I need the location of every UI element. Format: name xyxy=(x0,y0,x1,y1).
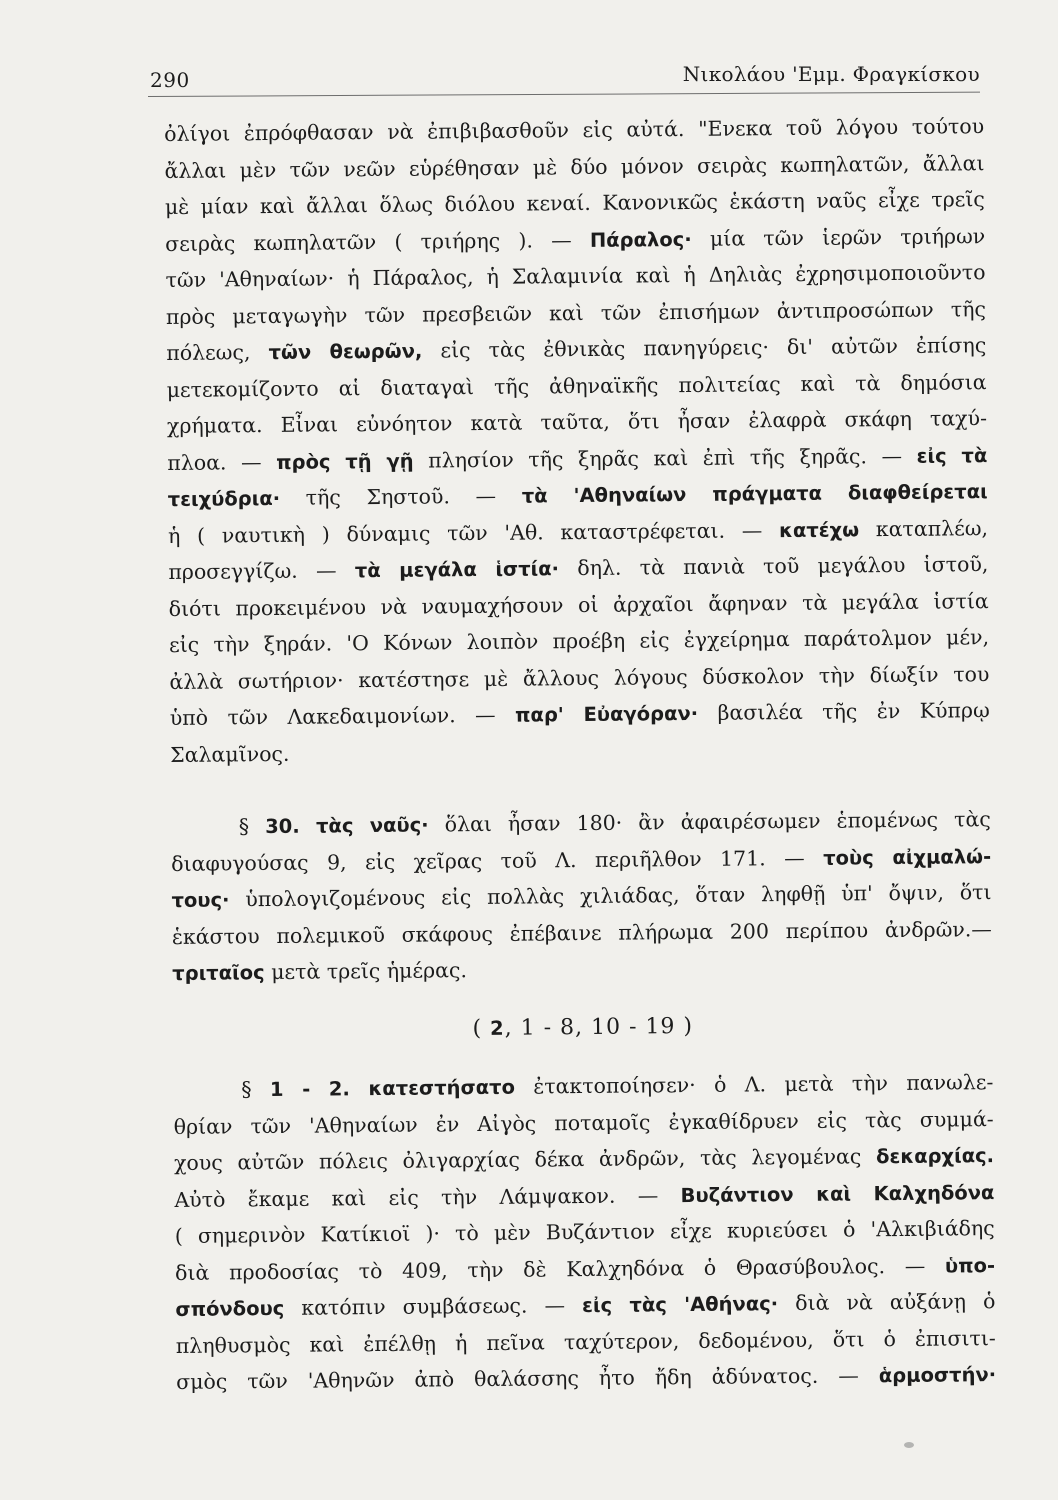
text-line: ἡ ( ναυτικὴ ) δύναμις τῶν 'Αθ. καταστρέφεται. — κατέχω καταπλέω, xyxy=(167,515,989,548)
text-line: ἄλλαι μὲν τῶν νεῶν εὑρέθησαν μὲ δύο μόνον σειρὰς κωπηλατῶν, ἄλλαι xyxy=(164,150,985,183)
text-line: § 1 - 2. κατεστήσατο ἐτακτοποίησεν· ὁ Λ. μετὰ τὴν πανωλε- xyxy=(241,1070,994,1102)
lemma: 1 - 2. κατεστήσατο xyxy=(269,1075,516,1102)
lemma: τοὺς αἰχμαλώ- xyxy=(823,844,992,870)
lemma: 30. τὰς ναῦς· xyxy=(265,813,429,839)
text-line: τους· ὑπολογιζομένους εἰς πολλὰς χιλιάδας, ὅταν ληφθῇ ὑπ' ὄψιν, ὅτι xyxy=(171,880,992,912)
text-line: ἀλλὰ σωτήριον· κατέστησε μὲ ἄλλους λόγους δύσκολον τὴν δίωξίν του xyxy=(169,661,990,694)
text-line: σμὸς τῶν 'Αθηνῶν ἀπὸ θαλάσσης ἦτο ἤδη ἀδύνατος. — ἁρμοστήν· xyxy=(176,1363,997,1394)
lemma: Πάραλος· xyxy=(589,227,692,252)
text-line: προσεγγίζω. — τὰ μεγάλα ἱστία· δηλ. τὰ πανιὰ τοῦ μεγάλου ἱστοῦ, xyxy=(168,552,989,584)
text-line: μὲ μίαν καὶ ἄλλαι ὅλως διόλου κεναί. Κανονικῶς ἑκάστη ναῦς εἶχε τρεῖς xyxy=(164,187,985,219)
text-line: ἑκάστου πολεμικοῦ σκάφους ἐπέβαινε πλήρωμα 200 περίπου ἀνδρῶν.— xyxy=(171,916,992,949)
text-line: πόλεως, τῶν θεωρῶν, εἰς τὰς ἐθνικὰς πανηγύρεις· δι' αὐτῶν ἐπίσης xyxy=(166,333,987,365)
commentary-text xyxy=(164,108,996,1400)
lemma: εἰς τὰ xyxy=(916,443,988,468)
text-line: ὀλίγοι ἐπρόφθασαν νὰ ἐπιβιβασθοῦν εἰς αὐτά. "Ενεκα τοῦ λόγου τούτου xyxy=(164,114,985,146)
text-line: σπόνδους κατόπιν συμβάσεως. — εἰς τὰς 'Αθήνας· διὰ νὰ αὐξάνῃ ὁ xyxy=(175,1289,996,1321)
running-head: Νικολάου 'Εμμ. Φραγκίσκου xyxy=(682,62,980,86)
lemma: ἁρμοστήν· xyxy=(878,1363,997,1388)
text-line: τῶν 'Αθηναίων· ἡ Πάραλος, ἡ Σαλαμινία καὶ ἡ Δηλιὰς ἐχρησιμοποιοῦντο xyxy=(165,260,986,292)
text-line: τριταῖος μετὰ τρεῖς ἡμέρας. xyxy=(172,958,468,985)
lemma: δεκαρχίας. xyxy=(875,1144,995,1169)
text-line: πρὸς μεταγωγὴν τῶν πρεσβειῶν καὶ τῶν ἐπισήμων ἀντιπροσώπων τῆς xyxy=(165,296,987,329)
text-line: Αὐτὸ ἔκαμε καὶ εἰς τὴν Λάμψακον. — Βυζάντιον καὶ Καλχηδόνα xyxy=(174,1180,995,1212)
lemma: Βυζάντιον καὶ Καλχηδόνα xyxy=(680,1180,995,1207)
text-line: Σαλαμῖνος. xyxy=(170,741,290,767)
lemma: σπόνδους xyxy=(175,1296,285,1321)
lemma: τριταῖος xyxy=(172,961,265,985)
section-heading: ( 2, 1 - 8, 10 - 19 ) xyxy=(472,1013,694,1041)
lemma: κατέχω xyxy=(778,517,860,542)
text-line: θρίαν τῶν 'Αθηναίων ἐν Αἰγὸς ποταμοῖς ἐγκαθίδρυεν εἰς τὰς συμμά- xyxy=(173,1106,994,1139)
page-number: 290 xyxy=(150,68,190,92)
lemma: ὑπο- xyxy=(944,1253,996,1278)
text-line: μετεκομίζοντο αἱ διαταγαὶ τῆς ἀθηναϊκῆς πολιτείας καὶ τὰ δημόσια xyxy=(166,369,987,402)
text-line: σειρὰς κωπηλατῶν ( τριήρης ). — Πάραλος· μία τῶν ἱερῶν τριήρων xyxy=(165,223,986,256)
lemma: πρὸς τῇ γῇ xyxy=(276,449,414,474)
text-line: χους αὐτῶν πόλεις ὀλιγαρχίας δέκα ἀνδρῶν, τὰς λεγομένας δεκαρχίας. xyxy=(173,1144,995,1175)
text-line: πληθυσμὸς καὶ ἐπέλθῃ ἡ πεῖνα ταχύτερον, δεδομένου, ὅτι ὁ ἐπισιτι- xyxy=(175,1325,996,1358)
page-header xyxy=(150,54,980,94)
text-line: τειχύδρια· τῆς Σηστοῦ. — τὰ 'Αθηναίων πράγματα διαφθείρεται xyxy=(167,480,988,511)
lemma: τῶν θεωρῶν, xyxy=(268,339,423,365)
lemma: τὰ 'Αθηναίων πράγματα διαφθείρεται xyxy=(521,480,988,508)
text-line: διότι προκειμένου νὰ ναυμαχήσουν οἱ ἀρχαῖοι ἄφηναν τὰ μεγάλα ἱστία xyxy=(168,588,989,621)
text-line: ( σημερινὸν Κατίκιοϊ )· τὸ μὲν Βυζάντιον εἶχε κυριεύσει ὁ 'Αλκιβιάδης xyxy=(174,1216,995,1248)
text-line: διὰ προδοσίας τὸ 409, τὴν δὲ Καλχηδόνα ὁ Θρασύβουλος. — ὑπο- xyxy=(174,1253,996,1285)
lemma: τους· xyxy=(171,888,230,912)
text-line: χρήματα. Εἶναι εὐνόητον κατὰ ταῦτα, ὅτι ἦσαν ἐλαφρὰ σκάφη ταχύ- xyxy=(166,406,988,438)
lemma: τειχύδρια· xyxy=(167,486,281,511)
text-line: § 30. τὰς ναῦς· ὅλαι ἦσαν 180· ἂν ἀφαιρέσωμεν ἑπομένως τὰς xyxy=(238,807,991,839)
lemma: τὰ μεγάλα ἱστία· xyxy=(354,557,560,583)
text-line: ὑπὸ τῶν Λακεδαιμονίων. — παρ' Εὐαγόραν· βασιλέα τῆς ἐν Κύπρῳ xyxy=(169,698,990,730)
ink-speck xyxy=(904,1442,914,1448)
lemma: παρ' Εὐαγόραν· xyxy=(514,701,699,727)
lemma: εἰς τὰς 'Αθήνας· xyxy=(581,1292,779,1318)
text-line: εἰς τὴν ξηράν. 'Ο Κόνων λοιπὸν προέβη εἰς ἐγχείρημα παράτολμον μέν, xyxy=(168,625,990,657)
text-line: διαφυγούσας 9, εἰς χεῖρας τοῦ Λ. περιῆλθον 171. — τοὺς αἰχμαλώ- xyxy=(171,844,992,876)
text-line: πλοα. — πρὸς τῇ γῇ πλησίον τῆς ξηρᾶς καὶ ἐπὶ τῆς ξηρᾶς. — εἰς τὰ xyxy=(167,443,988,475)
